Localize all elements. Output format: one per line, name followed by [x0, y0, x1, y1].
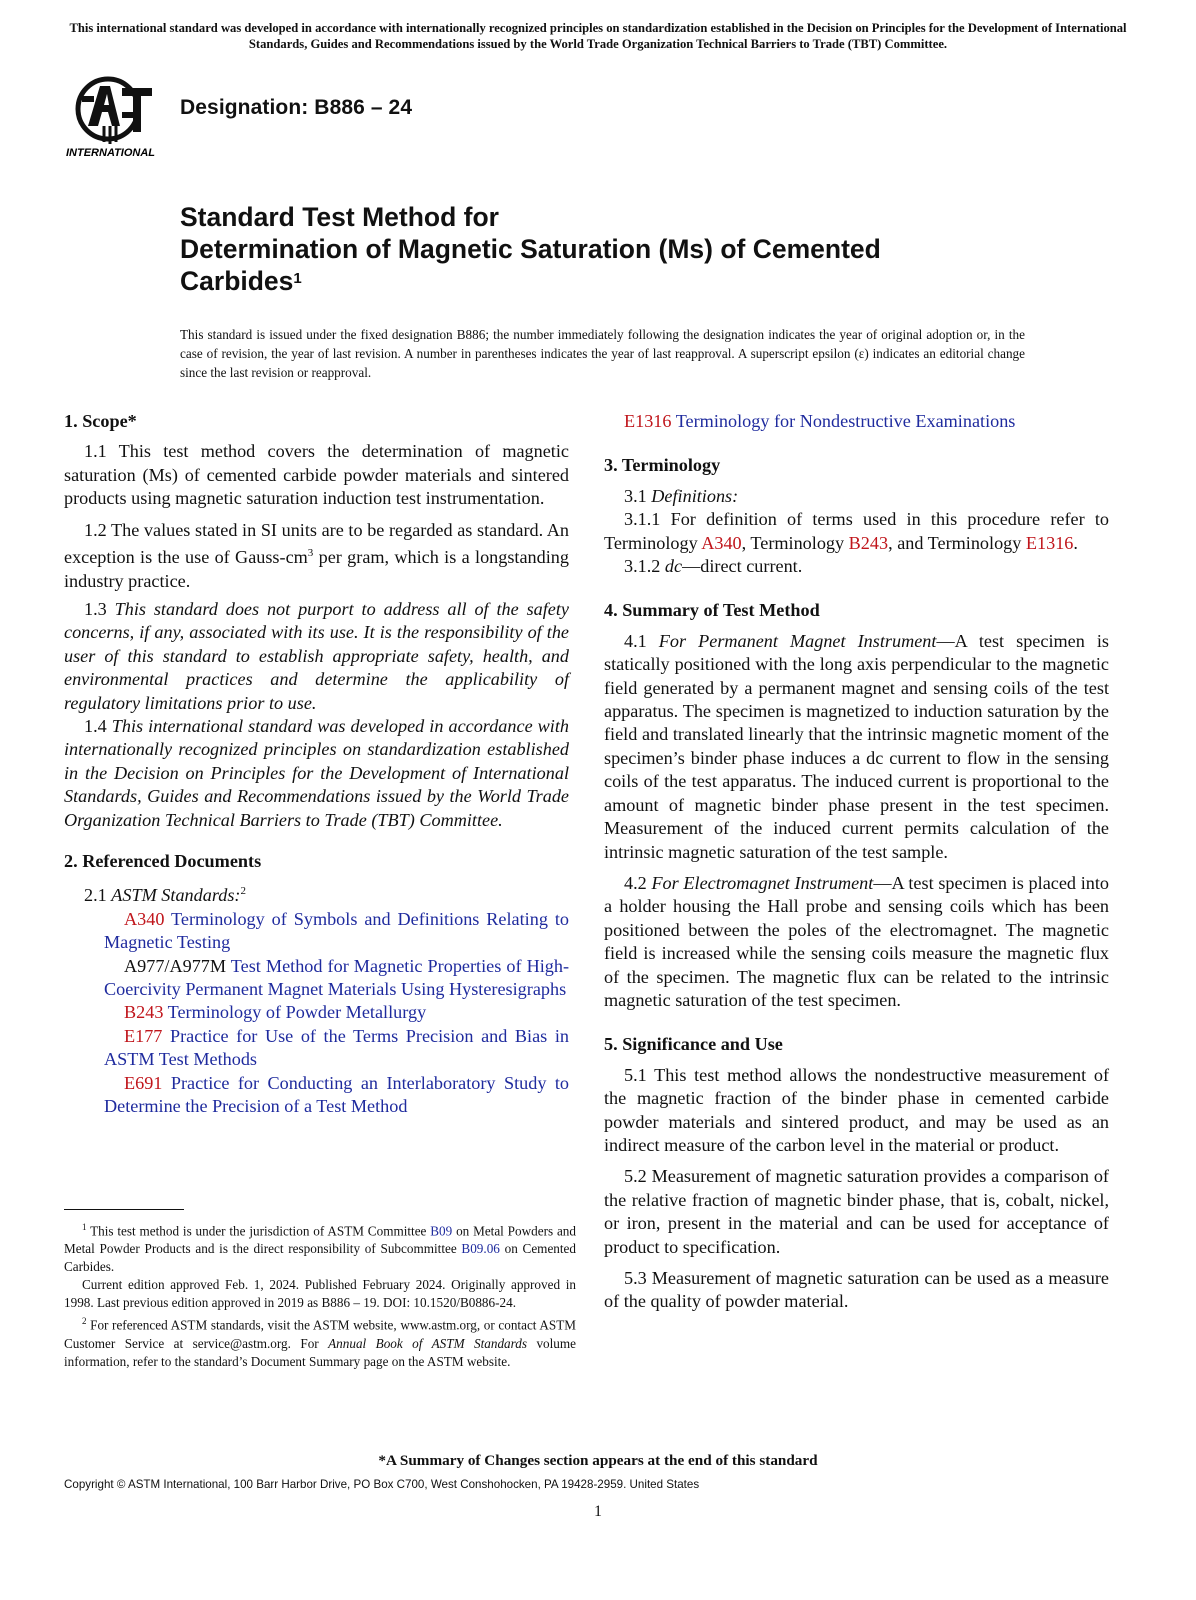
para-2-1-text: ASTM Standards: — [111, 885, 241, 906]
para-3-1-2-number: 3.1.2 — [624, 556, 665, 577]
para-4-1-text: —A test specimen is statically positioned with the long axis perpendicular to the magnetic field generated by a permanent magnet and sensing coils of the test apparatus. The specimen is magnetized to induction saturation by the field and translated linearly that the intrinsic magnetic moment of the specimen’s binder phase induces a dc current to flow in the sensing coils of the test apparatus. The induced current is proportional to the amount of magnetic binder phase present in the test specimen. Measurement of the induced current permits calculation of the intrinsic magnetic saturation of the test sample. — [604, 630, 1110, 862]
footnote-2-italic: Annual Book of ASTM Standards — [328, 1335, 528, 1351]
section-1-heading: 1. Scope* — [64, 411, 137, 431]
reference-title[interactable]: Practice for Use of the Terms Precision and Bias in ASTM Test Methods — [104, 1025, 569, 1070]
para-3-1-2-text: —direct current. — [682, 556, 803, 577]
reference-item[interactable] — [84, 955, 569, 1002]
footnote-1-text-3: on Cemented Carbides. — [64, 1241, 576, 1275]
para-4-2 — [604, 872, 1109, 1012]
footnotes — [64, 1218, 576, 1371]
footnote-1 — [64, 1218, 576, 1276]
para-5-2: 5.2 Measurement of magnetic saturation provides a comparison of the relative fraction of magnetic binder phase, that is, cobalt, nickel, or iron, present in the material and can be used for acceptance of product to specification. — [604, 1166, 1109, 1257]
title-line-2: Determination of Magnetic Saturation (Ms) of Cemented — [180, 234, 881, 264]
section-3-heading: 3. Terminology — [604, 455, 721, 476]
para-2-1-sup: 2 — [240, 885, 246, 898]
para-3-1-2-term: dc — [664, 556, 683, 577]
reference-title[interactable]: Terminology for Nondestructive Examinations — [675, 411, 1016, 431]
footnote-2-mark: 2 — [82, 1316, 87, 1327]
para-3-1-1-text-2: , Terminology — [741, 532, 849, 553]
reference-code[interactable]: A340 — [124, 908, 165, 929]
reference-item[interactable] — [84, 908, 569, 955]
page-number: 1 — [594, 1503, 602, 1520]
footnote-divider — [64, 1209, 184, 1210]
para-4-2-text: —A test specimen is placed into a holder housing the Hall probe and sensing coils which has been positioned between the poles of the electromagnet. The magnetic field is increased while the sensing coils measure the magnetic flux of the specimen. The magnetic flux can be related to the intrinsic magnetic saturation of the test specimen. — [604, 872, 1109, 1010]
para-3-1-1 — [604, 508, 1109, 555]
para-1-4 — [64, 715, 569, 832]
footnote-1-text-2: on Metal Powders and Metal Powder Products and is the direct responsibility of Subcommittee — [64, 1223, 576, 1257]
para-1-2-text-end: per gram, which is a longstanding industry practice. — [64, 547, 569, 591]
reference-title[interactable]: Practice for Conducting an Interlaboratory Study to Determine the Precision of a Test Method — [104, 1072, 570, 1117]
copyright: Copyright © ASTM International, 100 Barr Harbor Drive, PO Box C700, West Conshohocken, PA 19428-2959. United States — [64, 1478, 700, 1491]
para-4-1-number: 4.1 — [624, 630, 659, 651]
footnote-2-text-2: volume information, refer to the standard’s Document Summary page on the ASTM website. — [64, 1335, 576, 1369]
para-1-2-sup: 3 — [307, 547, 314, 560]
reference-item[interactable] — [84, 1025, 569, 1072]
para-1-1: 1.1 This test method covers the determination of magnetic saturation (Ms) of cemented carbide powder materials and sintered products using magnetic saturation induction test instrumentation. — [64, 441, 569, 509]
footnote-2 — [64, 1312, 576, 1370]
left-column — [64, 410, 569, 1119]
title-footnote-mark: 1 — [293, 270, 302, 287]
para-1-4-text: This international standard was developed in accordance with internationally recognized principles on standardization established in the Decision on Principles for the Development of International Standards, Guides and Recommendations issued by the World Trade Organization Technical Barriers to Trade (TBT) Committee. — [64, 715, 570, 830]
reference-code[interactable]: E1316 — [624, 411, 672, 431]
subcommittee-link[interactable]: B09.06 — [461, 1241, 500, 1257]
committee-link[interactable]: B09 — [430, 1223, 453, 1239]
section-4-heading: 4. Summary of Test Method — [604, 600, 820, 621]
reference-title[interactable]: Test Method for Magnetic Properties of High-Coercivity Permanent Magnet Materials Using Hysteresigraphs — [104, 955, 569, 1000]
logo-text: INTERNATIONAL — [66, 147, 156, 159]
para-1-4-number: 1.4 — [84, 715, 112, 736]
reference-code[interactable]: E177 — [124, 1025, 163, 1046]
reference-title[interactable]: Terminology of Symbols and Definitions Relating to Magnetic Testing — [104, 908, 569, 953]
para-5-1: 5.1 This test method allows the nondestructive measurement of the magnetic fraction of the binder phase in cemented carbide powder materials and sintered product, and may be used as an indirect measure of the carbon level in the material or product. — [604, 1064, 1109, 1155]
astm-logo — [64, 72, 168, 164]
b243-link[interactable]: B243 — [848, 532, 889, 553]
para-3-1-number: 3.1 — [624, 485, 652, 506]
para-3-1-text: Definitions: — [651, 485, 739, 506]
para-3-1-1-text-4: . — [1073, 532, 1078, 553]
footnote-1-text: This test method is under the jurisdiction of ASTM Committee — [86, 1223, 431, 1239]
para-4-1-term: For Permanent Magnet Instrument — [658, 630, 937, 651]
reference-list — [64, 908, 569, 1119]
para-1-2-text: 1.2 The values stated in SI units are to be regarded as standard. An exception is the use of Gauss-cm — [64, 519, 569, 568]
title-line-1: Standard Test Method for — [180, 202, 499, 232]
para-5-3: 5.3 Measurement of magnetic saturation can be used as a measure of the quality of powder material. — [604, 1268, 1109, 1312]
footnote-edition: Current edition approved Feb. 1, 2024. Published February 2024. Originally approved in 1998. Last previous edition approved in 2019 as B886 – 19. DOI: 10.1520/B0886-24. — [64, 1277, 576, 1311]
footnote-1-mark: 1 — [82, 1222, 87, 1232]
reference-code[interactable]: B243 — [124, 1002, 164, 1023]
para-1-3 — [64, 598, 569, 715]
title-line-3 — [180, 265, 1080, 297]
section-5-heading: 5. Significance and Use — [604, 1034, 783, 1055]
a340-link[interactable]: A340 — [701, 532, 742, 553]
reference-item[interactable] — [84, 1072, 569, 1119]
para-3-1-1-text: 3.1.1 For definition of terms used in this procedure refer to Terminology — [604, 509, 1109, 553]
reference-title[interactable]: Terminology of Powder Metallurgy — [167, 1002, 427, 1023]
para-4-2-term: For Electromagnet Instrument — [651, 872, 874, 893]
designation: Designation: B886 – 24 — [180, 96, 413, 119]
para-3-1 — [604, 485, 1109, 508]
top-notice: This international standard was developed in accordance with internationally recognized principles on standardization established in the Decision on Principles for the Development of International Standards, Guides and Recommendations issued by the World Trade Organization Technical Barriers to Trade (TBT) Committee. — [69, 21, 1127, 51]
footnote-2-text: For referenced ASTM standards, visit the ASTM website, www.astm.org, or contact ASTM Customer Service at service@astm.org. For — [64, 1317, 576, 1351]
reference-code: A977/A977M — [124, 955, 227, 976]
para-4-2-number: 4.2 — [624, 872, 652, 893]
reference-item[interactable] — [84, 1001, 569, 1024]
para-3-1-2 — [604, 555, 1109, 578]
e1316-link[interactable]: E1316 — [1025, 532, 1074, 553]
para-2-1 — [64, 880, 569, 907]
para-4-1 — [604, 630, 1109, 864]
summary-of-changes-note: *A Summary of Changes section appears at the end of this standard — [378, 1452, 818, 1469]
para-1-2 — [64, 519, 569, 593]
issuance-note: This standard is issued under the fixed designation B886; the number immediately following the designation indicates the year of original adoption or, in the case of revision, the year of last revision. A number in parentheses indicates the year of last reapproval. A superscript epsilon (ε) indicates an editorial change since the last revision or reapproval. — [180, 327, 1025, 380]
document-title — [180, 201, 1080, 297]
para-1-3-number: 1.3 — [84, 598, 115, 619]
title-line-3-text: Carbides — [180, 266, 294, 296]
reference-code[interactable]: E691 — [124, 1072, 163, 1093]
reference-item-e1316[interactable] — [604, 410, 1109, 433]
right-column — [604, 410, 1109, 1314]
para-2-1-number: 2.1 — [84, 885, 112, 906]
para-3-1-1-text-3: , and Terminology — [888, 532, 1026, 553]
section-2-heading: 2. Referenced Documents — [64, 850, 262, 871]
para-1-3-text: This standard does not purport to address all of the safety concerns, if any, associated with its use. It is the responsibility of the user of this standard to establish appropriate safety, health, and environmental practices and determine the applicability of regulatory limitations prior to use. — [64, 598, 569, 713]
